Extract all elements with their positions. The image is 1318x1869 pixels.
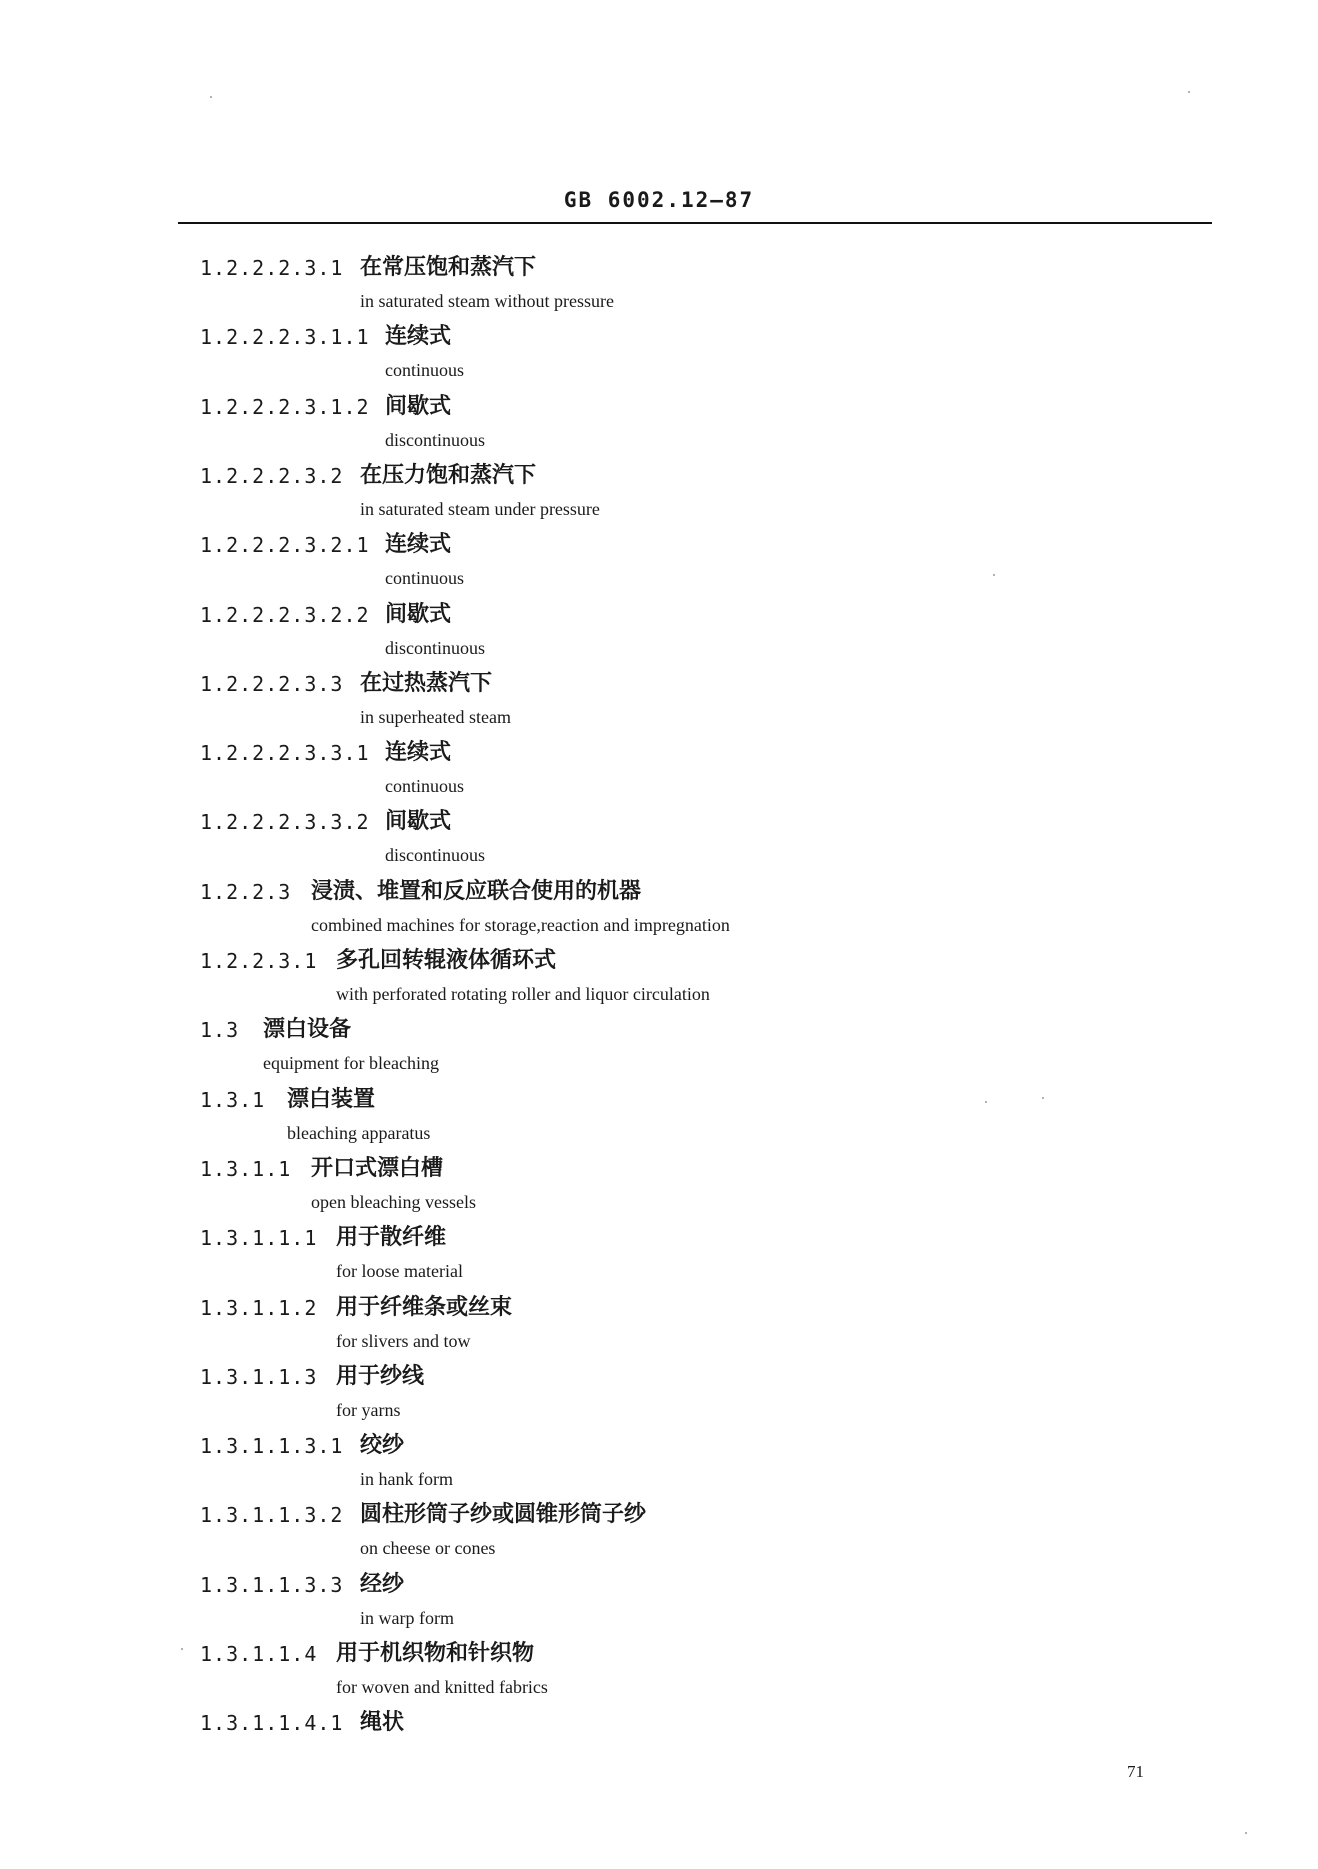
term-english: in saturated steam without pressure xyxy=(360,291,614,311)
term-number: 1.3.1.1.1 xyxy=(200,1226,318,1250)
term-number: 1.2.2.3 xyxy=(200,880,292,904)
scan-speck xyxy=(1188,91,1190,93)
term-entry xyxy=(0,1708,1318,1777)
term-english: for woven and knitted fabrics xyxy=(336,1677,548,1697)
term-chinese: 用于纤维条或丝束 xyxy=(336,1295,513,1320)
term-entry xyxy=(0,946,1318,1015)
scan-speck xyxy=(985,1101,987,1103)
scan-speck xyxy=(993,574,995,576)
term-chinese: 用于散纤维 xyxy=(336,1225,447,1250)
term-english: in saturated steam under pressure xyxy=(360,499,600,519)
term-number: 1.3.1.1.3 xyxy=(200,1365,318,1389)
term-chinese: 浸渍、堆置和反应联合使用的机器 xyxy=(311,879,642,904)
term-number: 1.2.2.2.3.1 xyxy=(200,256,344,280)
term-chinese: 多孔回转辊液体循环式 xyxy=(336,948,557,973)
term-english: bleaching apparatus xyxy=(287,1123,431,1143)
term-entry xyxy=(0,807,1318,876)
term-entry xyxy=(0,461,1318,530)
term-number: 1.2.2.2.3.3 xyxy=(200,672,344,696)
term-chinese: 绳状 xyxy=(360,1710,405,1735)
standard-code-header: GB 6002.12—87 xyxy=(563,188,755,212)
term-english: on cheese or cones xyxy=(360,1538,496,1558)
term-english: equipment for bleaching xyxy=(263,1053,439,1073)
term-chinese: 开口式漂白槽 xyxy=(311,1156,444,1181)
term-english: in hank form xyxy=(360,1469,453,1489)
term-english: for slivers and tow xyxy=(336,1331,471,1351)
term-english: for loose material xyxy=(336,1261,463,1281)
term-english: open bleaching vessels xyxy=(311,1192,476,1212)
term-chinese: 经纱 xyxy=(360,1572,405,1597)
term-chinese: 间歇式 xyxy=(385,809,452,834)
term-entry xyxy=(0,1500,1318,1569)
term-number: 1.3.1.1.4 xyxy=(200,1642,318,1666)
term-entry xyxy=(0,877,1318,946)
term-english: with perforated rotating roller and liquor circulation xyxy=(336,984,710,1004)
term-entry xyxy=(0,669,1318,738)
scan-speck xyxy=(1245,1832,1247,1834)
term-number: 1.2.2.2.3.1.1 xyxy=(200,325,370,349)
term-chinese: 用于纱线 xyxy=(336,1364,425,1389)
term-english: in superheated steam xyxy=(360,707,511,727)
term-number: 1.3.1.1.2 xyxy=(200,1296,318,1320)
page-number: 71 xyxy=(1127,1762,1144,1781)
term-english: combined machines for storage,reaction and impregnation xyxy=(311,915,730,935)
term-chinese: 连续式 xyxy=(385,740,452,765)
term-number: 1.2.2.3.1 xyxy=(200,949,318,973)
term-number: 1.2.2.2.3.3.2 xyxy=(200,810,370,834)
term-chinese: 在压力饱和蒸汽下 xyxy=(360,463,537,488)
scan-speck xyxy=(181,1648,183,1650)
term-entry xyxy=(0,1362,1318,1431)
term-entry xyxy=(0,1431,1318,1500)
term-chinese: 在过热蒸汽下 xyxy=(360,671,493,696)
term-english: discontinuous xyxy=(385,430,486,450)
term-english: continuous xyxy=(385,360,464,380)
term-number: 1.3.1.1.3.1 xyxy=(200,1434,344,1458)
term-number: 1.3.1.1.3.3 xyxy=(200,1573,344,1597)
term-english: continuous xyxy=(385,776,464,796)
term-number: 1.3 xyxy=(200,1018,240,1042)
term-chinese: 绞纱 xyxy=(360,1433,405,1458)
term-chinese: 间歇式 xyxy=(385,602,452,627)
term-number: 1.3.1.1.3.2 xyxy=(200,1503,344,1527)
term-entry xyxy=(0,1639,1318,1708)
term-english: in warp form xyxy=(360,1608,454,1628)
term-chinese: 用于机织物和针织物 xyxy=(336,1641,535,1666)
term-number: 1.2.2.2.3.2.1 xyxy=(200,533,370,557)
term-english: discontinuous xyxy=(385,845,486,865)
term-entry xyxy=(0,322,1318,391)
term-chinese: 间歇式 xyxy=(385,394,452,419)
term-number: 1.2.2.2.3.1.2 xyxy=(200,395,370,419)
term-english: discontinuous xyxy=(385,638,486,658)
term-chinese: 连续式 xyxy=(385,324,452,349)
term-english: for yarns xyxy=(336,1400,401,1420)
scan-speck xyxy=(1042,1097,1044,1099)
term-entry xyxy=(0,530,1318,599)
term-entry xyxy=(0,1015,1318,1084)
scan-speck xyxy=(210,96,212,98)
term-entry xyxy=(0,253,1318,322)
term-entry xyxy=(0,1154,1318,1223)
term-chinese: 连续式 xyxy=(385,532,452,557)
term-entry xyxy=(0,1293,1318,1362)
term-number: 1.3.1 xyxy=(200,1088,266,1112)
term-entry xyxy=(0,392,1318,461)
term-chinese: 漂白设备 xyxy=(263,1017,352,1042)
term-number: 1.2.2.2.3.2 xyxy=(200,464,344,488)
term-chinese: 在常压饱和蒸汽下 xyxy=(360,255,537,280)
term-entry xyxy=(0,738,1318,807)
term-number: 1.2.2.2.3.2.2 xyxy=(200,603,370,627)
term-english: continuous xyxy=(385,568,464,588)
term-chinese: 圆柱形筒子纱或圆锥形筒子纱 xyxy=(360,1502,647,1527)
term-number: 1.3.1.1.4.1 xyxy=(200,1711,344,1735)
term-chinese: 漂白装置 xyxy=(287,1087,376,1112)
term-number: 1.2.2.2.3.3.1 xyxy=(200,741,370,765)
term-entry xyxy=(0,1085,1318,1154)
term-entry xyxy=(0,600,1318,669)
term-number: 1.3.1.1 xyxy=(200,1157,292,1181)
term-entry xyxy=(0,1570,1318,1639)
term-entry xyxy=(0,1223,1318,1292)
